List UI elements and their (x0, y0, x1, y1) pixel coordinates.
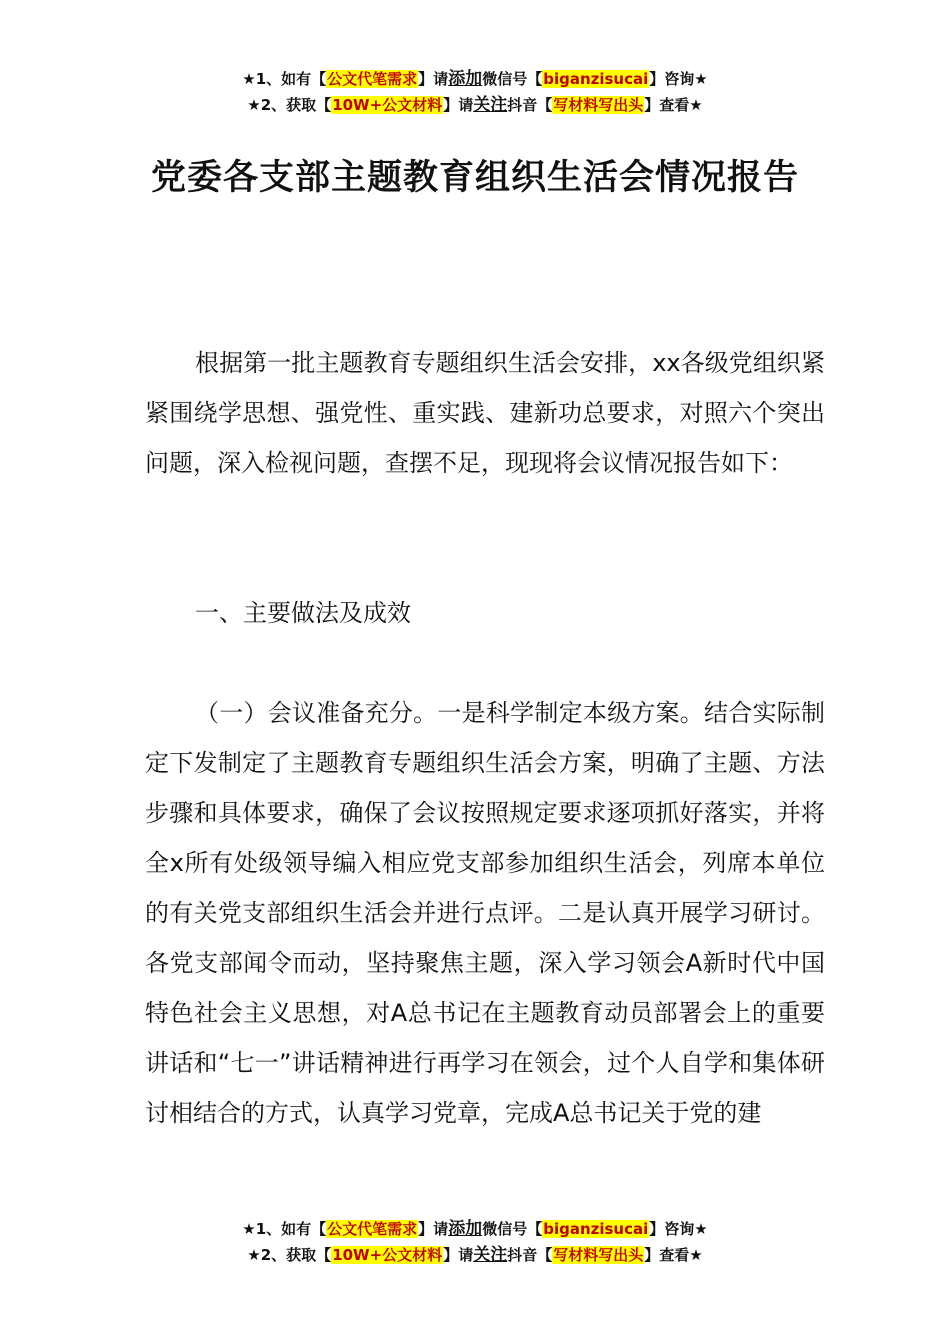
document-title: 党委各支部主题教育组织生活会情况报告 (150, 158, 799, 198)
promo-line-2 (0, 1242, 950, 1268)
banner-text: ★2、获取【 (247, 1246, 332, 1264)
banner-text: 】查看★ (644, 96, 703, 114)
banner-emphasis: 添加 (448, 1219, 483, 1239)
highlight-douyin: 写材料写出头 (553, 1246, 644, 1264)
highlight-service: 公文代笔需求 (327, 1220, 418, 1238)
banner-text: 微信号【 (482, 1220, 543, 1238)
banner-emphasis: 关注 (473, 95, 508, 115)
body-paragraph: （一）会议准备充分。一是科学制定本级方案。结合实际制定下发制定了主题教育专题组织生活会方案，明确了主题、方法步骤和具体要求，确保了会议按照规定要求逐项抓好落实，并将全x所有处级领导编入相应党支部参加组织生活会，列席本单位的有关党支部组织生活会并进行点评。二是认真开展学习研讨。各党支部闻令而动，坚持聚焦主题，深入学习领会A新时代中国特色社会主义思想，对A总书记在主题教育动员部署会上的重要讲话和“七一”讲话精神进行再学习在领会，过个人自学和集体研讨相结合的方式，认真学习党章，完成A总书记关于党的建 (145, 699, 825, 1127)
banner-text: 】请 (443, 96, 474, 114)
banner-text: 抖音【 (507, 96, 553, 114)
banner-text: ★1、如有【 (242, 1220, 327, 1238)
highlight-materials: 10W+公文材料 (332, 1246, 443, 1264)
highlight-wechat-id: biganzisucai (543, 1220, 649, 1238)
highlight-materials: 10W+公文材料 (332, 96, 443, 114)
banner-text: 】请 (418, 1220, 449, 1238)
banner-text: ★2、获取【 (247, 96, 332, 114)
banner-text: 】请 (443, 1246, 474, 1264)
highlight-wechat-id: biganzisucai (543, 70, 649, 88)
banner-emphasis: 添加 (448, 69, 483, 89)
banner-text: 】咨询★ (649, 70, 708, 88)
promo-banner-bottom (0, 1216, 950, 1268)
banner-emphasis: 关注 (473, 1245, 508, 1265)
highlight-douyin: 写材料写出头 (553, 96, 644, 114)
promo-line-2 (0, 92, 950, 118)
promo-banner-top (0, 66, 950, 118)
banner-text: 】咨询★ (649, 1220, 708, 1238)
section-heading: 一、主要做法及成效 (195, 599, 411, 627)
banner-text: 】请 (418, 70, 449, 88)
highlight-service: 公文代笔需求 (327, 70, 418, 88)
banner-text: 】查看★ (644, 1246, 703, 1264)
promo-line-1 (0, 66, 950, 92)
body-paragraph: 根据第一批主题教育专题组织生活会安排，xx各级党组织紧紧围绕学思想、强党性、重实践、建新功总要求，对照六个突出问题，深入检视问题，查摆不足，现现将会议情况报告如下： (145, 349, 825, 477)
banner-text: ★1、如有【 (242, 70, 327, 88)
promo-line-1 (0, 1216, 950, 1242)
banner-text: 抖音【 (507, 1246, 553, 1264)
banner-text: 微信号【 (482, 70, 543, 88)
